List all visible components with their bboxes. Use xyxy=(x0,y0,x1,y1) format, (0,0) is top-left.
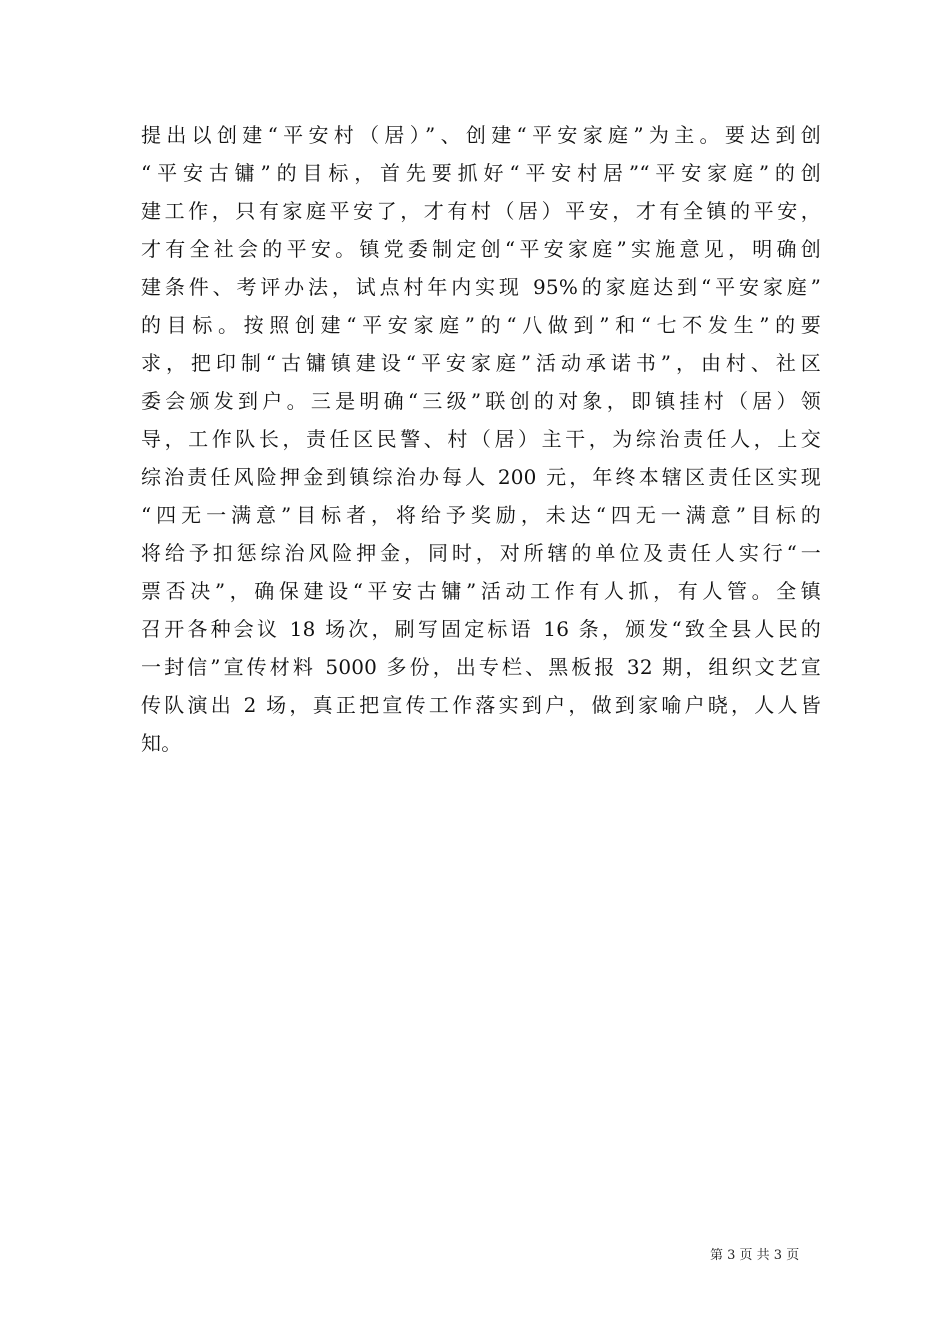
body-paragraph xyxy=(141,116,821,762)
text-line: 的目标。按照创建“平安家庭”的“八做到”和“七不发生”的要 xyxy=(141,313,821,337)
page-number-footer: 第 3 页 共 3 页 xyxy=(710,1248,800,1263)
text-line: “平安古镛”的目标，首先要抓好“平安村居”“平安家庭”的创 xyxy=(141,161,821,185)
text-line: 票否决”，确保建设“平安古镛”活动工作有人抓，有人管。全镇 xyxy=(141,579,821,603)
text-line: 才有全社会的平安。镇党委制定创“平安家庭”实施意见，明确创 xyxy=(141,237,821,261)
text-line: 传队演出 2 场，真正把宣传工作落实到户，做到家喻户晓，人人皆 xyxy=(141,693,821,717)
text-line: “四无一满意”目标者，将给予奖励，未达“四无一满意”目标的 xyxy=(141,503,821,527)
text-line: 求，把印制“古镛镇建设“平安家庭”活动承诺书”，由村、社区 xyxy=(141,351,821,375)
text-line: 建工作，只有家庭平安了，才有村（居）平安，才有全镇的平安， xyxy=(141,199,821,223)
text-line: 综治责任风险押金到镇综治办每人 200 元，年终本辖区责任区实现 xyxy=(141,465,821,489)
text-line: 将给予扣惩综治风险押金，同时，对所辖的单位及责任人实行“一 xyxy=(141,541,821,565)
text-line: 委会颁发到户。三是明确“三级”联创的对象，即镇挂村（居）领 xyxy=(141,389,821,413)
text-line: 提出以创建“平安村（居）”、创建“平安家庭”为主。要达到创 xyxy=(141,123,821,147)
text-line: 知。 xyxy=(141,731,182,755)
text-line: 导，工作队长，责任区民警、村（居）主干，为综治责任人，上交 xyxy=(141,427,821,451)
text-line: 一封信”宣传材料 5000 多份，出专栏、黑板报 32 期，组织文艺宣 xyxy=(141,655,821,679)
text-line: 建条件、考评办法，试点村年内实现 95%的家庭达到“平安家庭” xyxy=(141,275,821,299)
text-line: 召开各种会议 18 场次，刷写固定标语 16 条，颁发“致全县人民的 xyxy=(141,617,821,641)
